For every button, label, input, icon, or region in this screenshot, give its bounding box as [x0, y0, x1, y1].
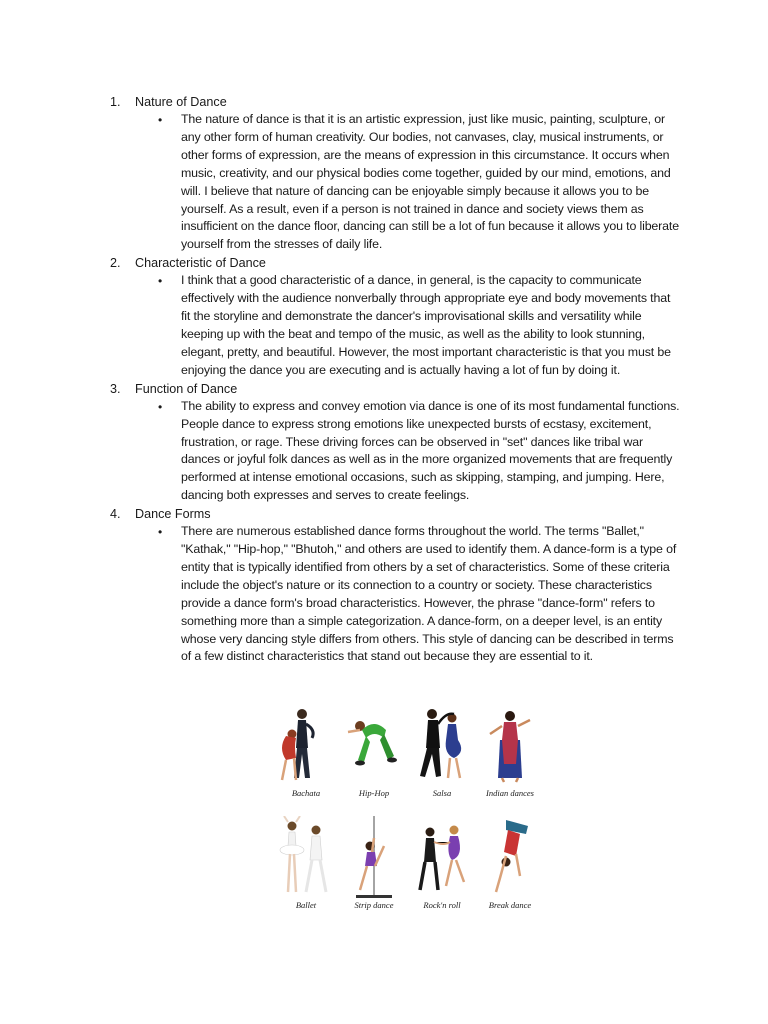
- hiphop-dancer-icon: [340, 704, 408, 790]
- section-nature-of-dance: [110, 93, 682, 254]
- section-number: 1.: [110, 95, 121, 109]
- bullet-icon: •: [158, 274, 163, 289]
- section-dance-forms: [110, 505, 682, 666]
- section-number: 2.: [110, 256, 121, 271]
- document-body: [110, 93, 682, 666]
- section-number: 4.: [110, 507, 121, 522]
- dance-rock-n-roll: [408, 816, 476, 916]
- section-title: Characteristic of Dance: [135, 256, 266, 271]
- bullet-icon: •: [158, 113, 163, 127]
- section-paragraph: There are numerous established dance forms throughout the world. The terms "Ballet," "Kathak," "Hip-hop," "Bhutoh," and others are used to identify them. A dance-form is a type of entity that is typically identified from others by a set of characteristics. Some of these criteria include the object's nature or its connection to a country or society. These characteristics provide a dance form's broad characteristics. However, the phrase "dance-form" refers to something more than a simple categorization. A dance-form, on a deeper level, is an entity whose very dancing style differs from others. This style of dancing can be described in terms of a few distinct characteristics that stand out because they are essential to it.: [181, 524, 677, 664]
- indian-dancer-icon: [476, 704, 544, 790]
- caption-hiphop: Hip-Hop: [358, 788, 390, 798]
- dance-salsa: [408, 704, 476, 804]
- section-heading: [110, 505, 682, 523]
- dance-strip: [340, 816, 408, 916]
- caption-strip-dance: Strip dance: [354, 900, 394, 910]
- caption-salsa: Salsa: [432, 788, 452, 798]
- bullet-icon: •: [158, 399, 163, 414]
- salsa-couple-icon: [408, 704, 476, 790]
- bullet-item: [110, 523, 682, 666]
- break-dancer-icon: [476, 816, 544, 902]
- dance-break: [476, 816, 544, 916]
- section-paragraph: The nature of dance is that it is an artistic expression, just like music, painting, sculpture, or any other form of human creativity. Our bodies, not canvases, clay, musical instruments, or other forms of expression, are the means of expression in this circumstance. It occurs when music, creativity, and our physical bodies come together, guided by our mind, emotions, and will. I believe that nature of dancing can be enjoyable simply because it allows you to be yourself. As a result, even if a person is not trained in dance and society views them as insufficient on the dance floor, dancing can still be a lot of fun because it allows you to liberate yourself from the stresses of daily life.: [181, 112, 679, 252]
- section-title: Nature of Dance: [135, 95, 227, 109]
- section-number: 3.: [110, 381, 121, 396]
- section-paragraph: I think that a good characteristic of a dance, in general, is the capacity to communicate effectively with the audience nonverbally through appropriate eye and body movements that fit the storyline and demonstrate the dancer's improvisational skills and versatility while keeping up with the beat and tempo of the music, as well as the ability to look stunning, elegant, pretty, and beautiful. However, the most important characteristic is that you must be enjoying the dance you are executing and is actually having a lot of fun by doing it.: [181, 273, 671, 377]
- bullet-icon: •: [158, 525, 163, 540]
- bullet-item: [110, 111, 682, 254]
- strip-dancer-icon: [340, 816, 408, 902]
- dance-bachata: [272, 704, 340, 804]
- dance-indian: [476, 704, 544, 804]
- caption-indian-dances: Indian dances: [486, 788, 534, 798]
- caption-rock-n-roll: Rock'n roll: [423, 900, 461, 910]
- dance-ballet: [272, 816, 340, 916]
- section-title: Dance Forms: [135, 507, 211, 522]
- ballet-couple-icon: [272, 816, 340, 902]
- caption-bachata: Bachata: [291, 788, 321, 798]
- section-heading: [110, 93, 682, 111]
- dance-forms-illustration: [272, 704, 542, 919]
- section-heading: [110, 380, 682, 398]
- caption-ballet: Ballet: [295, 900, 317, 910]
- section-paragraph: The ability to express and convey emotion via dance is one of its most fundamental functions. People dance to express strong emotions like unexpected bursts of ecstasy, excitement, frustration, or rage. These driving forces can be observed in "set" dances like tribal war dances or joyful folk dances as well as in the more organized movements that are frequently performed at intense emotional occasions, such as skipping, stamping, and jumping. Here, dancing both expresses and serves to create feelings.: [181, 398, 680, 503]
- section-function-of-dance: [110, 380, 682, 505]
- caption-break-dance: Break dance: [488, 900, 532, 910]
- section-heading: [110, 254, 682, 272]
- bullet-item: [110, 272, 682, 379]
- bullet-item: [110, 398, 682, 505]
- section-characteristic-of-dance: [110, 254, 682, 379]
- bachata-couple-icon: [272, 704, 340, 790]
- section-title: Function of Dance: [135, 381, 238, 396]
- dance-hiphop: [340, 704, 408, 804]
- rock-n-roll-couple-icon: [408, 816, 476, 902]
